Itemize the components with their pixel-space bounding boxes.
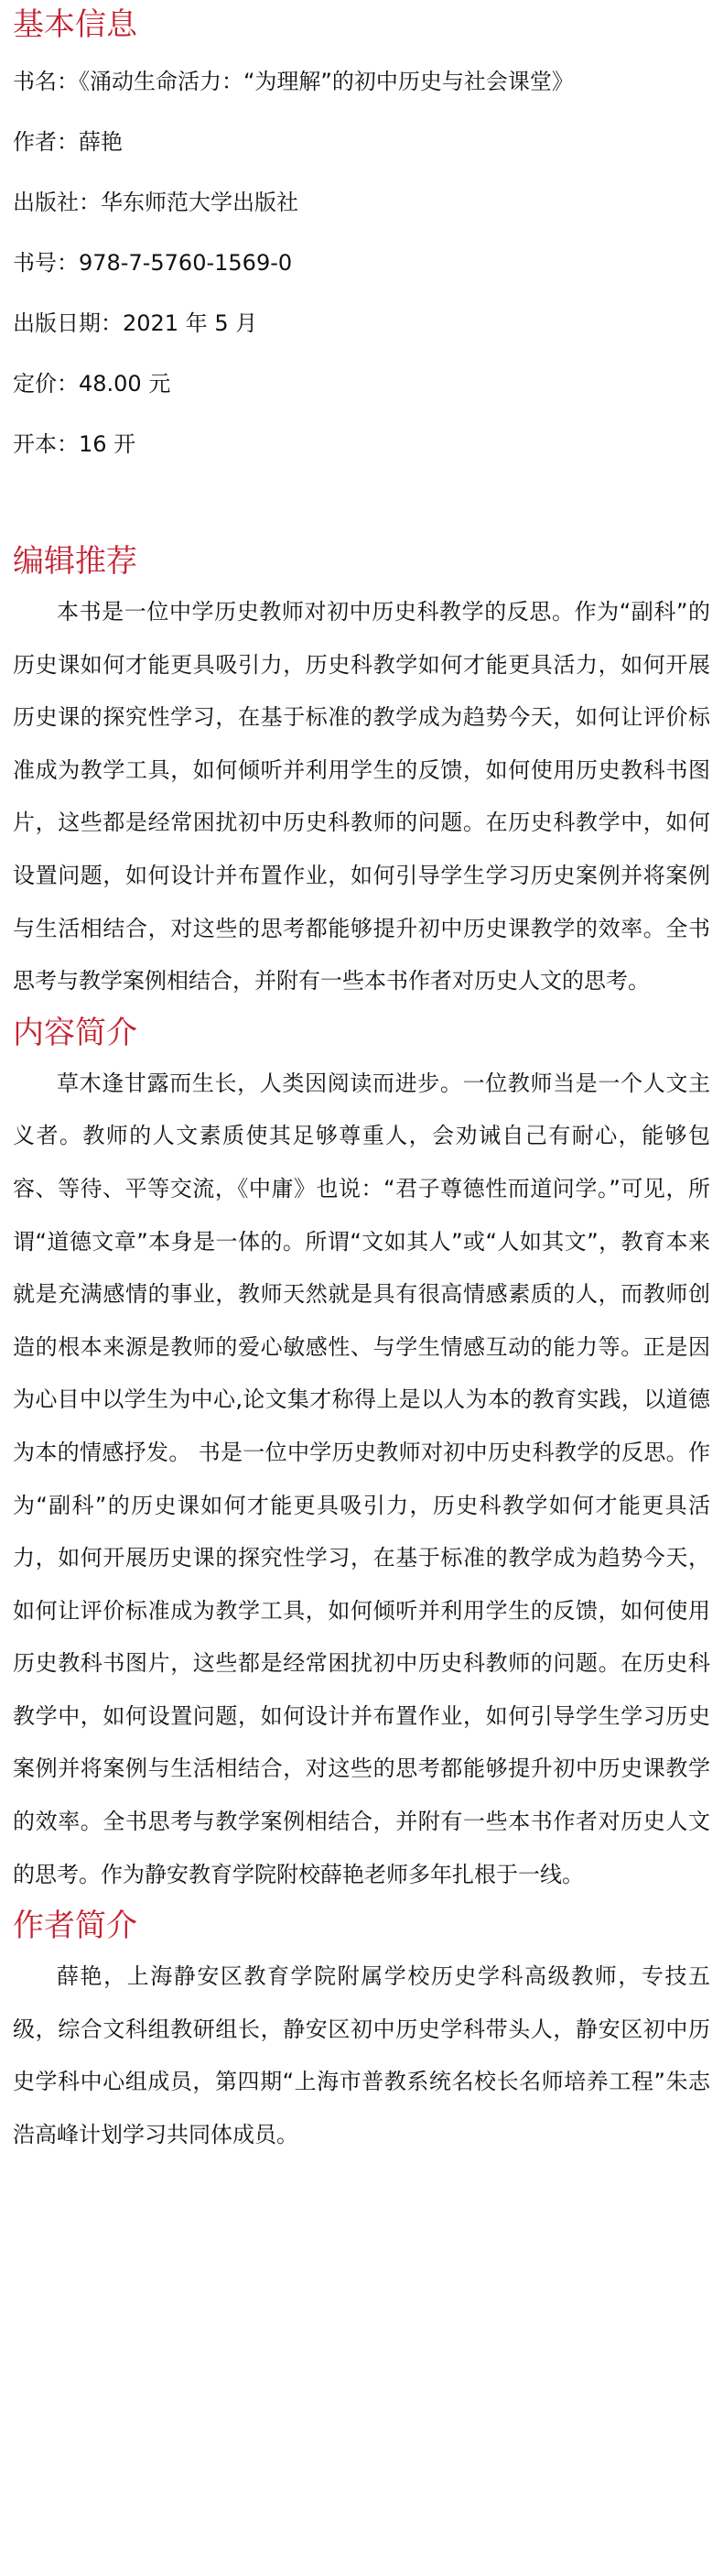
content-summary-heading: 内容简介 (13, 1014, 137, 1051)
content-summary-section (13, 1012, 710, 1902)
author-intro-text: 薛艳，上海静安区教育学院附属学校历史学科高级教师，专技五级，综合文科组教研组长，静安区初中历史学科带头人，静安区初中历史学科中心组成员，第四期“上海市普教系统名校长名师培养工程”朱志浩高峰计划学习共同体成员。 (13, 1963, 710, 2148)
content-summary-text: 草木逢甘露而生长，人类因阅读而进步。一位教师当是一个人文主义者。教师的人文素质使其足够尊重人，会劝诫自己有耐心，能够包容、等待、平等交流，《中庸》也说：“君子尊德性而道问学。”可见，所谓“道德文章”本身是一体的。所谓“文如其人”或“人如其文”，教育本来就是充满感情的事业，教师天然就是具有很高情感素质的人，而教师创造的根本来源是教师的爱心敏感性、与学生情感互动的能力等。正是因为心目中以学生为中心,论文集才称得上是以人为本的教育实践，以道德为本的情感抒发。 书是一位中学历史教师对初中历史科教学的反思。作为“副科”的历史课如何才能更具吸引力，历史科教学如何才能更具活力，如何开展历史课的探究性学习，在基于标准的教学成为趋势今天，如何让评价标准成为教学工具，如何倾听并利用学生的反馈，如何使用历史教科书图片，这些都是经常困扰初中历史科教师的问题。在历史科教学中，如何设置问题，如何设计并布置作业，如何引导学生学习历史案例并将案例与生活相结合，对这些的思考都能够提升初中历史课教学的效率。全书思考与教学案例相结合，并附有一些本书作者对历史人文的思考。作为静安教育学院附校薛艳老师多年扎根于一线。 (13, 1070, 710, 1887)
info-format: 开本：16 开 (13, 431, 136, 457)
basic-info-section (13, 0, 710, 458)
info-title: 书名：《涌动生命活力：“为理解”的初中历史与社会课堂》 (13, 69, 574, 94)
author-intro-heading: 作者简介 (13, 1908, 137, 1945)
editor-recommendation-heading: 编辑推荐 (13, 543, 137, 580)
author-intro-section (13, 1905, 710, 2161)
info-author: 作者：薛艳 (13, 129, 123, 155)
editor-recommendation-text: 本书是一位中学历史教师对初中历史科教学的反思。作为“副科”的历史课如何才能更具吸引力，历史科教学如何才能更具活力，如何开展历史课的探究性学习，在基于标准的教学成为趋势今天，如何让评价标准成为教学工具，如何倾听并利用学生的反馈，如何使用历史教科书图片，这些都是经常困扰初中历史科教师的问题。在历史科教学中，如何设置问题，如何设计并布置作业，如何引导学生学习历史案例并将案例与生活相结合，对这些的思考都能够提升初中历史课教学的效率。全书思考与教学案例相结合，并附有一些本书作者对历史人文的思考。 (13, 599, 710, 995)
info-isbn: 书号：978-7-5760-1569-0 (13, 250, 293, 276)
info-publisher: 出版社：华东师范大学出版社 (13, 190, 298, 215)
info-pub-date: 出版日期：2021 年 5 月 (13, 310, 258, 336)
info-price: 定价：48.00 元 (13, 371, 171, 397)
editor-recommendation-section (13, 540, 710, 1008)
basic-info-heading: 基本信息 (13, 6, 137, 43)
